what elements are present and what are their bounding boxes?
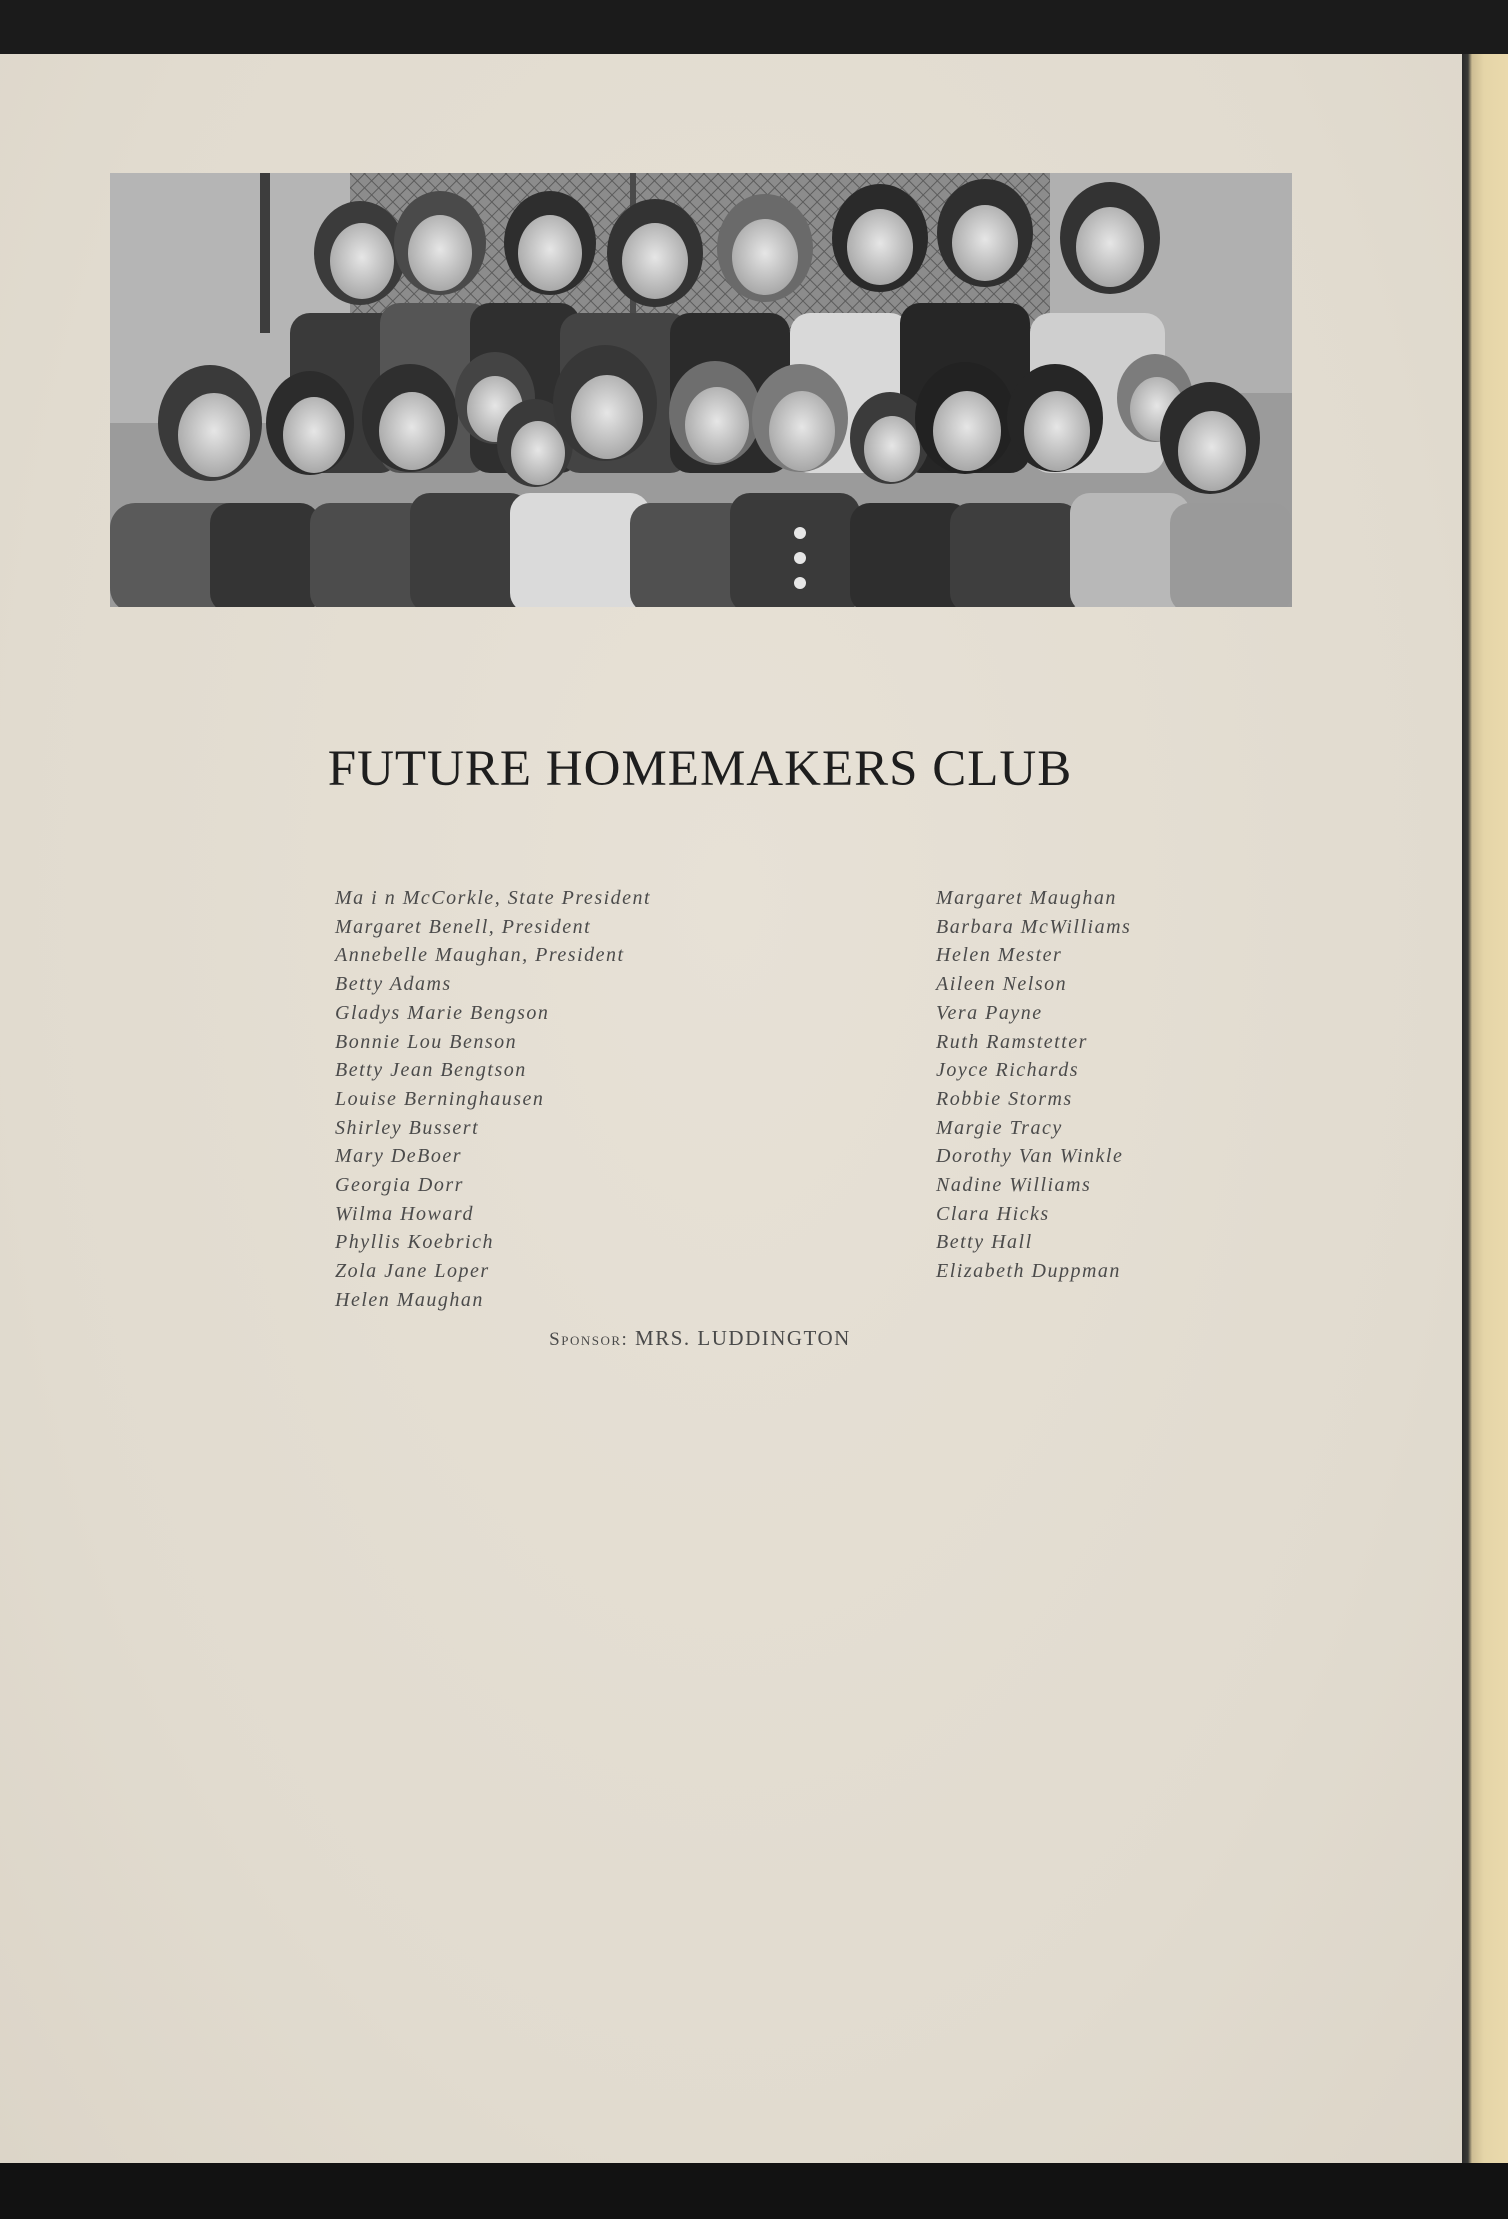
member-list-left: [335, 884, 651, 1315]
member-name: Zola Jane Loper: [335, 1260, 490, 1283]
member-name: Margaret Maughan: [936, 887, 1117, 909]
member-name: Mary DeBoer: [335, 1145, 463, 1168]
member-name: Nadine Williams: [936, 1174, 1092, 1197]
member-name: Joyce Richards: [936, 1059, 1079, 1082]
member-name: Betty Adams: [335, 973, 452, 996]
yearbook-page: [0, 54, 1462, 2163]
member-name: Betty Hall: [936, 1231, 1033, 1254]
member-name: Betty Jean Bengtson: [335, 1059, 527, 1082]
member-name: Margie Tracy: [936, 1116, 1063, 1139]
member-name: Ma i n McCorkle, State President: [335, 887, 652, 909]
member-name: Margaret Benell, President: [335, 915, 592, 938]
member-name: Shirley Bussert: [335, 1116, 480, 1139]
member-name: Phyllis Koebrich: [335, 1231, 494, 1254]
scan-bottom-border: [0, 2163, 1508, 2219]
member-name: Louise Berninghausen: [335, 1087, 545, 1110]
page-edge: [1462, 54, 1508, 2163]
member-name: Helen Mester: [936, 944, 1063, 967]
member-name: Georgia Dorr: [335, 1174, 464, 1197]
sponsor-label: Sponsor:: [549, 1329, 629, 1350]
club-title: FUTURE HOMEMAKERS CLUB: [327, 741, 1073, 797]
member-name: Clara Hicks: [936, 1202, 1050, 1225]
member-name: Bonnie Lou Benson: [335, 1030, 518, 1053]
sponsor-line: [0, 1326, 1400, 1351]
member-name: Wilma Howard: [335, 1202, 474, 1225]
member-name: Dorothy Van Winkle: [936, 1145, 1124, 1168]
member-name: Helen Maughan: [335, 1288, 484, 1311]
member-name: Gladys Marie Bengson: [335, 1001, 550, 1024]
member-name: Robbie Storms: [936, 1087, 1073, 1110]
scan-top-border: [0, 0, 1508, 54]
member-name: Vera Payne: [936, 1001, 1043, 1024]
member-name: Elizabeth Duppman: [936, 1260, 1121, 1283]
member-list-right: [936, 884, 1131, 1286]
member-name: Annebelle Maughan, President: [335, 944, 625, 967]
member-name: Barbara McWilliams: [936, 915, 1132, 938]
club-group-photo: [110, 173, 1292, 607]
sponsor-name: MRS. LUDDINGTON: [635, 1326, 851, 1350]
member-name: Ruth Ramstetter: [936, 1030, 1088, 1053]
member-name: Aileen Nelson: [936, 973, 1068, 996]
